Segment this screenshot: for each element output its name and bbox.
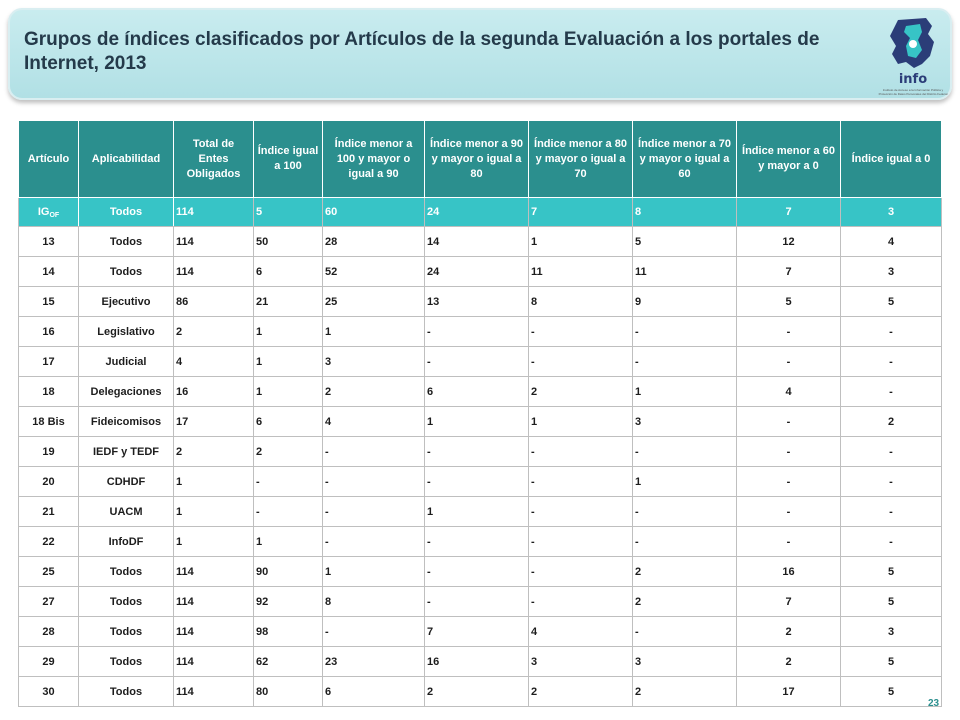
table-row bbox=[19, 617, 942, 647]
aplicabilidad-cell: Todos bbox=[79, 227, 174, 257]
column-header: Total de Entes Obligados bbox=[174, 121, 254, 198]
value-cell: - bbox=[425, 557, 529, 587]
value-cell: - bbox=[323, 617, 425, 647]
value-cell: - bbox=[254, 467, 323, 497]
value-cell: 4 bbox=[323, 407, 425, 437]
value-cell: 1 bbox=[254, 377, 323, 407]
value-cell: 5 bbox=[841, 677, 942, 707]
value-cell: - bbox=[425, 587, 529, 617]
value-cell: 17 bbox=[737, 677, 841, 707]
table-row bbox=[19, 497, 942, 527]
aplicabilidad-cell: Todos bbox=[79, 677, 174, 707]
column-header: Índice igual a 0 bbox=[841, 121, 942, 198]
value-cell: - bbox=[841, 497, 942, 527]
value-cell: 17 bbox=[174, 407, 254, 437]
value-cell: - bbox=[737, 407, 841, 437]
value-cell: 9 bbox=[633, 287, 737, 317]
value-cell: - bbox=[737, 347, 841, 377]
value-cell: 8 bbox=[323, 587, 425, 617]
value-cell: - bbox=[841, 467, 942, 497]
value-cell: - bbox=[323, 467, 425, 497]
aplicabilidad-cell: InfoDF bbox=[79, 527, 174, 557]
table-row bbox=[19, 257, 942, 287]
column-header: Índice menor a 100 y mayor o igual a 90 bbox=[323, 121, 425, 198]
value-cell: - bbox=[737, 497, 841, 527]
summary-articulo-label: IG bbox=[37, 205, 50, 218]
value-cell: 1 bbox=[633, 377, 737, 407]
value-cell: 1 bbox=[254, 347, 323, 377]
table-row bbox=[19, 467, 942, 497]
value-cell: - bbox=[254, 497, 323, 527]
articulo-cell: 16 bbox=[19, 317, 79, 347]
value-cell: 2 bbox=[737, 617, 841, 647]
table-row bbox=[19, 437, 942, 467]
logo-emblem-icon bbox=[876, 16, 950, 72]
summary-value-cell: 60 bbox=[323, 198, 425, 227]
value-cell: 23 bbox=[323, 647, 425, 677]
articulo-cell: 20 bbox=[19, 467, 79, 497]
table-row bbox=[19, 377, 942, 407]
value-cell: 2 bbox=[737, 647, 841, 677]
value-cell: - bbox=[323, 497, 425, 527]
column-header: Índice menor a 80 y mayor o igual a 70 bbox=[529, 121, 633, 198]
table-row bbox=[19, 227, 942, 257]
value-cell: 24 bbox=[425, 257, 529, 287]
articulo-cell: 25 bbox=[19, 557, 79, 587]
value-cell: 114 bbox=[174, 617, 254, 647]
articulo-cell: 18 bbox=[19, 377, 79, 407]
value-cell: 62 bbox=[254, 647, 323, 677]
table-row bbox=[19, 317, 942, 347]
value-cell: 3 bbox=[323, 347, 425, 377]
value-cell: 2 bbox=[323, 377, 425, 407]
logo-wordmark: info bbox=[898, 72, 928, 87]
value-cell: - bbox=[529, 437, 633, 467]
value-cell: 52 bbox=[323, 257, 425, 287]
value-cell: - bbox=[425, 347, 529, 377]
column-header: Índice menor a 60 y mayor a 0 bbox=[737, 121, 841, 198]
value-cell: 16 bbox=[174, 377, 254, 407]
value-cell: 6 bbox=[254, 407, 323, 437]
value-cell: 11 bbox=[529, 257, 633, 287]
value-cell: 86 bbox=[174, 287, 254, 317]
value-cell: 114 bbox=[174, 587, 254, 617]
value-cell: - bbox=[633, 527, 737, 557]
articulo-cell: 27 bbox=[19, 587, 79, 617]
value-cell: - bbox=[633, 317, 737, 347]
value-cell: 1 bbox=[529, 407, 633, 437]
aplicabilidad-cell: Delegaciones bbox=[79, 377, 174, 407]
value-cell: - bbox=[841, 347, 942, 377]
summary-aplicabilidad-cell: Todos bbox=[79, 198, 174, 227]
value-cell: - bbox=[529, 347, 633, 377]
value-cell: 14 bbox=[425, 227, 529, 257]
table-row bbox=[19, 527, 942, 557]
value-cell: 114 bbox=[174, 647, 254, 677]
value-cell: - bbox=[841, 317, 942, 347]
logo-caption: Instituto de Acceso a la Información Pública y Protección de Datos Personales del Distrito Federal bbox=[878, 88, 948, 96]
table-row bbox=[19, 677, 942, 707]
value-cell: 2 bbox=[174, 437, 254, 467]
value-cell: 3 bbox=[841, 257, 942, 287]
aplicabilidad-cell: Todos bbox=[79, 617, 174, 647]
summary-articulo-subscript: OF bbox=[49, 211, 60, 219]
aplicabilidad-cell: Todos bbox=[79, 647, 174, 677]
value-cell: 4 bbox=[841, 227, 942, 257]
value-cell: - bbox=[323, 437, 425, 467]
column-header: Índice menor a 70 y mayor o igual a 60 bbox=[633, 121, 737, 198]
value-cell: - bbox=[737, 527, 841, 557]
value-cell: 1 bbox=[174, 467, 254, 497]
articulo-cell: 22 bbox=[19, 527, 79, 557]
value-cell: 2 bbox=[529, 677, 633, 707]
value-cell: 6 bbox=[425, 377, 529, 407]
value-cell: - bbox=[633, 347, 737, 377]
value-cell: - bbox=[323, 527, 425, 557]
value-cell: 16 bbox=[425, 647, 529, 677]
value-cell: 3 bbox=[841, 617, 942, 647]
value-cell: 1 bbox=[174, 497, 254, 527]
value-cell: 1 bbox=[254, 317, 323, 347]
value-cell: 6 bbox=[323, 677, 425, 707]
value-cell: 114 bbox=[174, 227, 254, 257]
articulo-cell: 30 bbox=[19, 677, 79, 707]
value-cell: 12 bbox=[737, 227, 841, 257]
value-cell: 1 bbox=[633, 467, 737, 497]
value-cell: 1 bbox=[425, 497, 529, 527]
value-cell: 11 bbox=[633, 257, 737, 287]
value-cell: 2 bbox=[425, 677, 529, 707]
value-cell: 6 bbox=[254, 257, 323, 287]
value-cell: - bbox=[737, 467, 841, 497]
value-cell: 2 bbox=[174, 317, 254, 347]
aplicabilidad-cell: Todos bbox=[79, 557, 174, 587]
articulo-cell: 19 bbox=[19, 437, 79, 467]
table-header-row bbox=[19, 121, 942, 198]
articulo-cell: 17 bbox=[19, 347, 79, 377]
table-row bbox=[19, 587, 942, 617]
value-cell: 90 bbox=[254, 557, 323, 587]
value-cell: 3 bbox=[633, 407, 737, 437]
value-cell: - bbox=[633, 497, 737, 527]
value-cell: 7 bbox=[737, 257, 841, 287]
value-cell: 50 bbox=[254, 227, 323, 257]
articulo-cell: 15 bbox=[19, 287, 79, 317]
value-cell: 7 bbox=[425, 617, 529, 647]
value-cell: 80 bbox=[254, 677, 323, 707]
aplicabilidad-cell: Judicial bbox=[79, 347, 174, 377]
value-cell: 4 bbox=[174, 347, 254, 377]
value-cell: 92 bbox=[254, 587, 323, 617]
aplicabilidad-cell: Fideicomisos bbox=[79, 407, 174, 437]
value-cell: - bbox=[841, 527, 942, 557]
value-cell: - bbox=[529, 527, 633, 557]
value-cell: 5 bbox=[841, 287, 942, 317]
value-cell: 3 bbox=[633, 647, 737, 677]
value-cell: 1 bbox=[529, 227, 633, 257]
aplicabilidad-cell: Todos bbox=[79, 587, 174, 617]
column-header: Artículo bbox=[19, 121, 79, 198]
summary-value-cell: 7 bbox=[737, 198, 841, 227]
value-cell: 4 bbox=[737, 377, 841, 407]
value-cell: 5 bbox=[841, 557, 942, 587]
aplicabilidad-cell: UACM bbox=[79, 497, 174, 527]
value-cell: 2 bbox=[633, 557, 737, 587]
value-cell: 25 bbox=[323, 287, 425, 317]
value-cell: 8 bbox=[529, 287, 633, 317]
column-header: Índice igual a 100 bbox=[254, 121, 323, 198]
value-cell: 21 bbox=[254, 287, 323, 317]
table-row bbox=[19, 347, 942, 377]
value-cell: 1 bbox=[174, 527, 254, 557]
value-cell: 114 bbox=[174, 257, 254, 287]
value-cell: - bbox=[529, 317, 633, 347]
value-cell: 2 bbox=[841, 407, 942, 437]
table-row bbox=[19, 557, 942, 587]
evaluation-table bbox=[18, 120, 942, 707]
column-header: Índice menor a 90 y mayor o igual a 80 bbox=[425, 121, 529, 198]
articulo-cell: 28 bbox=[19, 617, 79, 647]
value-cell: 1 bbox=[323, 317, 425, 347]
value-cell: 1 bbox=[425, 407, 529, 437]
value-cell: - bbox=[529, 497, 633, 527]
value-cell: 28 bbox=[323, 227, 425, 257]
value-cell: 5 bbox=[841, 587, 942, 617]
aplicabilidad-cell: Ejecutivo bbox=[79, 287, 174, 317]
summary-value-cell: 5 bbox=[254, 198, 323, 227]
summary-value-cell: 8 bbox=[633, 198, 737, 227]
table-row bbox=[19, 407, 942, 437]
summary-value-cell: 114 bbox=[174, 198, 254, 227]
column-header: Aplicabilidad bbox=[79, 121, 174, 198]
value-cell: 1 bbox=[323, 557, 425, 587]
articulo-cell: 14 bbox=[19, 257, 79, 287]
table-body bbox=[19, 198, 942, 707]
value-cell: 2 bbox=[633, 587, 737, 617]
value-cell: - bbox=[425, 467, 529, 497]
page-number: 23 bbox=[928, 698, 940, 709]
value-cell: - bbox=[529, 557, 633, 587]
value-cell: 98 bbox=[254, 617, 323, 647]
value-cell: - bbox=[841, 377, 942, 407]
articulo-cell: 29 bbox=[19, 647, 79, 677]
value-cell: 4 bbox=[529, 617, 633, 647]
value-cell: 2 bbox=[254, 437, 323, 467]
aplicabilidad-cell: IEDF y TEDF bbox=[79, 437, 174, 467]
summary-value-cell: 3 bbox=[841, 198, 942, 227]
value-cell: - bbox=[425, 527, 529, 557]
value-cell: - bbox=[425, 437, 529, 467]
value-cell: 13 bbox=[425, 287, 529, 317]
value-cell: - bbox=[529, 587, 633, 617]
value-cell: - bbox=[529, 467, 633, 497]
summary-value-cell: 24 bbox=[425, 198, 529, 227]
value-cell: 114 bbox=[174, 677, 254, 707]
value-cell: 7 bbox=[737, 587, 841, 617]
aplicabilidad-cell: Todos bbox=[79, 257, 174, 287]
value-cell: 5 bbox=[633, 227, 737, 257]
value-cell: - bbox=[737, 317, 841, 347]
value-cell: 2 bbox=[633, 677, 737, 707]
articulo-cell: 13 bbox=[19, 227, 79, 257]
table-row bbox=[19, 647, 942, 677]
title-banner bbox=[8, 8, 952, 100]
summary-articulo-cell bbox=[19, 198, 79, 227]
summary-row-igof bbox=[19, 198, 942, 227]
infodf-logo bbox=[876, 16, 950, 96]
value-cell: - bbox=[633, 437, 737, 467]
aplicabilidad-cell: CDHDF bbox=[79, 467, 174, 497]
value-cell: - bbox=[737, 437, 841, 467]
table-row bbox=[19, 287, 942, 317]
value-cell: 3 bbox=[529, 647, 633, 677]
summary-value-cell: 7 bbox=[529, 198, 633, 227]
value-cell: 16 bbox=[737, 557, 841, 587]
value-cell: - bbox=[633, 617, 737, 647]
page-title: Grupos de índices clasificados por Artículos de la segunda Evaluación a los portales de Internet, 2013 bbox=[24, 29, 820, 74]
value-cell: 5 bbox=[737, 287, 841, 317]
aplicabilidad-cell: Legislativo bbox=[79, 317, 174, 347]
value-cell: - bbox=[425, 317, 529, 347]
value-cell: 5 bbox=[841, 647, 942, 677]
value-cell: 1 bbox=[254, 527, 323, 557]
articulo-cell: 18 Bis bbox=[19, 407, 79, 437]
articulo-cell: 21 bbox=[19, 497, 79, 527]
value-cell: 114 bbox=[174, 557, 254, 587]
value-cell: 2 bbox=[529, 377, 633, 407]
value-cell: - bbox=[841, 437, 942, 467]
